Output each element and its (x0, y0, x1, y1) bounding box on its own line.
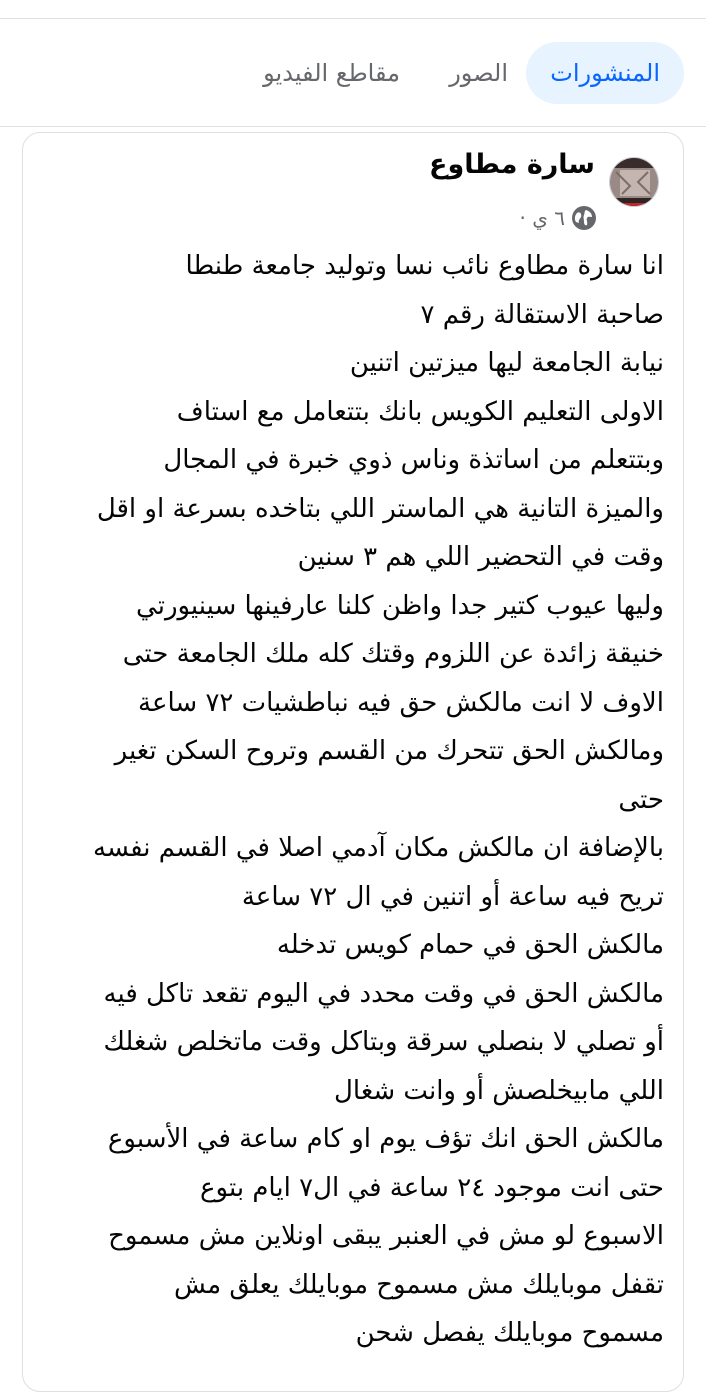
post-time[interactable]: ٦ ي · (519, 206, 565, 230)
post-text-line: الاولى التعليم الكويس بانك بتتعامل مع استاف (176, 396, 664, 427)
post-text-line: مالكش الحق انك تؤف يوم او كام ساعة في الأسبوع (107, 1124, 664, 1154)
post-text-line: الاوف لا انت مالكش حق فيه نباطشيات ٧٢ ساعة (138, 687, 664, 718)
post-text-line: اللي مابيخلصش أو وانت شغال (334, 1075, 664, 1106)
post-text (46, 242, 664, 1358)
author-name[interactable]: سارة مطاوع (429, 149, 595, 180)
post-text-line: ومالكش الحق تتحرك من القسم وتروح السكن تغير (114, 736, 664, 766)
tab-videos[interactable]: مقاطع الفيديو (263, 59, 400, 87)
post-text-line: بالإضافة ان مالكش مكان آدمي اصلا في القسم نفسه (93, 833, 664, 863)
post-text-line: مالكش الحق في حمام كويس تدخله (276, 930, 664, 960)
post-text-line: خنيقة زائدة عن اللزوم وقتك كله ملك الجامعة حتى (122, 639, 664, 669)
post-text-line: الاسبوع لو مش في العنبر يبقى اونلاين مش مسموح (108, 1221, 664, 1251)
tab-photos[interactable]: الصور (449, 59, 508, 87)
post-text-line: صاحبة الاستقالة رقم ٧ (420, 299, 664, 330)
avatar[interactable] (609, 157, 659, 207)
post-text-line: انا سارة مطاوع نائب نسا وتوليد جامعة طنطا (185, 251, 664, 281)
post-text-line: نيابة الجامعة ليها ميزتين اتنين (349, 348, 664, 378)
post-text-line: حتى انت موجود ٢٤ ساعة في ال٧ ايام بتوع (200, 1172, 664, 1203)
post-text-line: مسموح موبايلك يفصل شحن (355, 1318, 664, 1348)
post-text-line: وليها عيوب كتير جدا واظن كلنا عارفينها سينيورتي (136, 590, 664, 621)
post-text-line: وقت في التحضير اللي هم ٣ سنين (297, 542, 664, 572)
post-text-line: تريح فيه ساعة أو اتنين في ال ٧٢ ساعة (241, 881, 664, 912)
post-text-line: مالكش الحق في وقت محدد في اليوم تقعد تاكل فيه (103, 978, 664, 1009)
post-text-line: تقفل موبايلك مش مسموح موبايلك يعلق مش (174, 1269, 664, 1300)
post-text-line: وبتتعلم من اساتذة وناس ذوي خبرة في المجال (163, 445, 664, 475)
profile-tabs (0, 18, 706, 127)
tab-posts[interactable]: المنشورات (526, 42, 684, 104)
post-text-line: والميزة التانية هي الماستر اللي بتاخده بسرعة او اقل (96, 493, 664, 524)
post-text-line: أو تصلي لا بنصلي سرقة وبتاكل وقت ماتخلص شغلك (103, 1027, 664, 1057)
top-divider (0, 0, 706, 19)
globe-icon[interactable] (571, 205, 597, 231)
post-text-line: حتى (618, 784, 664, 815)
post-meta (520, 203, 597, 233)
